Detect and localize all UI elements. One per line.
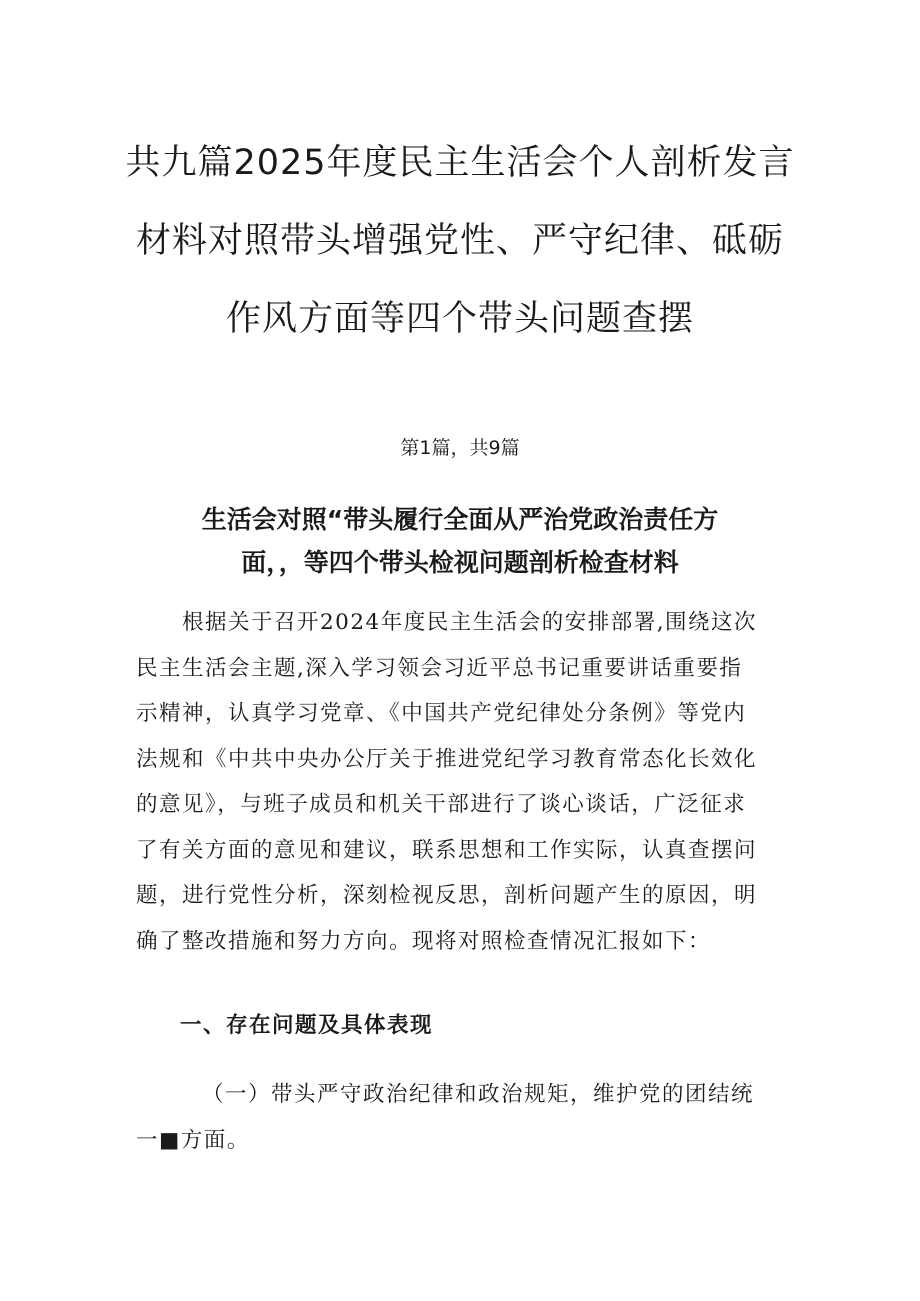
subtitle-line-1: 生活会对照“带头履行全面从严治党政治责任方 (201, 505, 719, 534)
document-title (0, 124, 920, 358)
intro-paragraph (136, 600, 796, 964)
intro-line: 示精神，认真学习党章、《中国共产党纪律处分条例》等党内 (136, 701, 747, 726)
title-line-2: 材料对照带头增强党性、严守纪律、砥砺 (135, 221, 784, 261)
intro-line: 法规和《中共中央办公厅关于推进党纪学习教育常态化长效化 (136, 746, 758, 772)
subtitle-line-2: 面，，等四个带头检视问题剖析检查材料 (241, 548, 679, 577)
section-heading: 一、存在问题及具体表现 (180, 1013, 434, 1038)
title-line-1: 共九篇2025年度民主生活会个人剖析发言 (125, 143, 795, 183)
title-line-3: 作风方面等四个带头问题查摆 (225, 299, 694, 339)
intro-line: 题，进行党性分析，深刻检视反思，剖析问题产生的原因，明 (136, 883, 758, 908)
item-heading-paragraph (136, 1072, 796, 1164)
article-subtitle (0, 498, 920, 584)
intro-line: 确了整改措施和努力方向。现将对照检查情况汇报如下： (136, 928, 712, 954)
intro-line: 根据关于召开2024年度民主生活会的安排部署,围绕这次 (182, 610, 758, 635)
intro-line: 民主生活会主题,深入学习领会习近平总书记重要讲话重要指 (136, 655, 743, 681)
item-line: 一■方面。 (136, 1128, 250, 1153)
intro-line: 了有关方面的意见和建议，联系思想和工作实际，认真查摆问 (136, 837, 758, 863)
item-line: （一）带头严守政治纪律和政治规矩，维护党的团结统 (202, 1082, 755, 1107)
intro-line: 的意见》，与班子成员和机关干部进行了谈心谈话，广泛征求 (136, 792, 747, 817)
part-indicator: 第1篇，共9篇 (400, 437, 520, 459)
